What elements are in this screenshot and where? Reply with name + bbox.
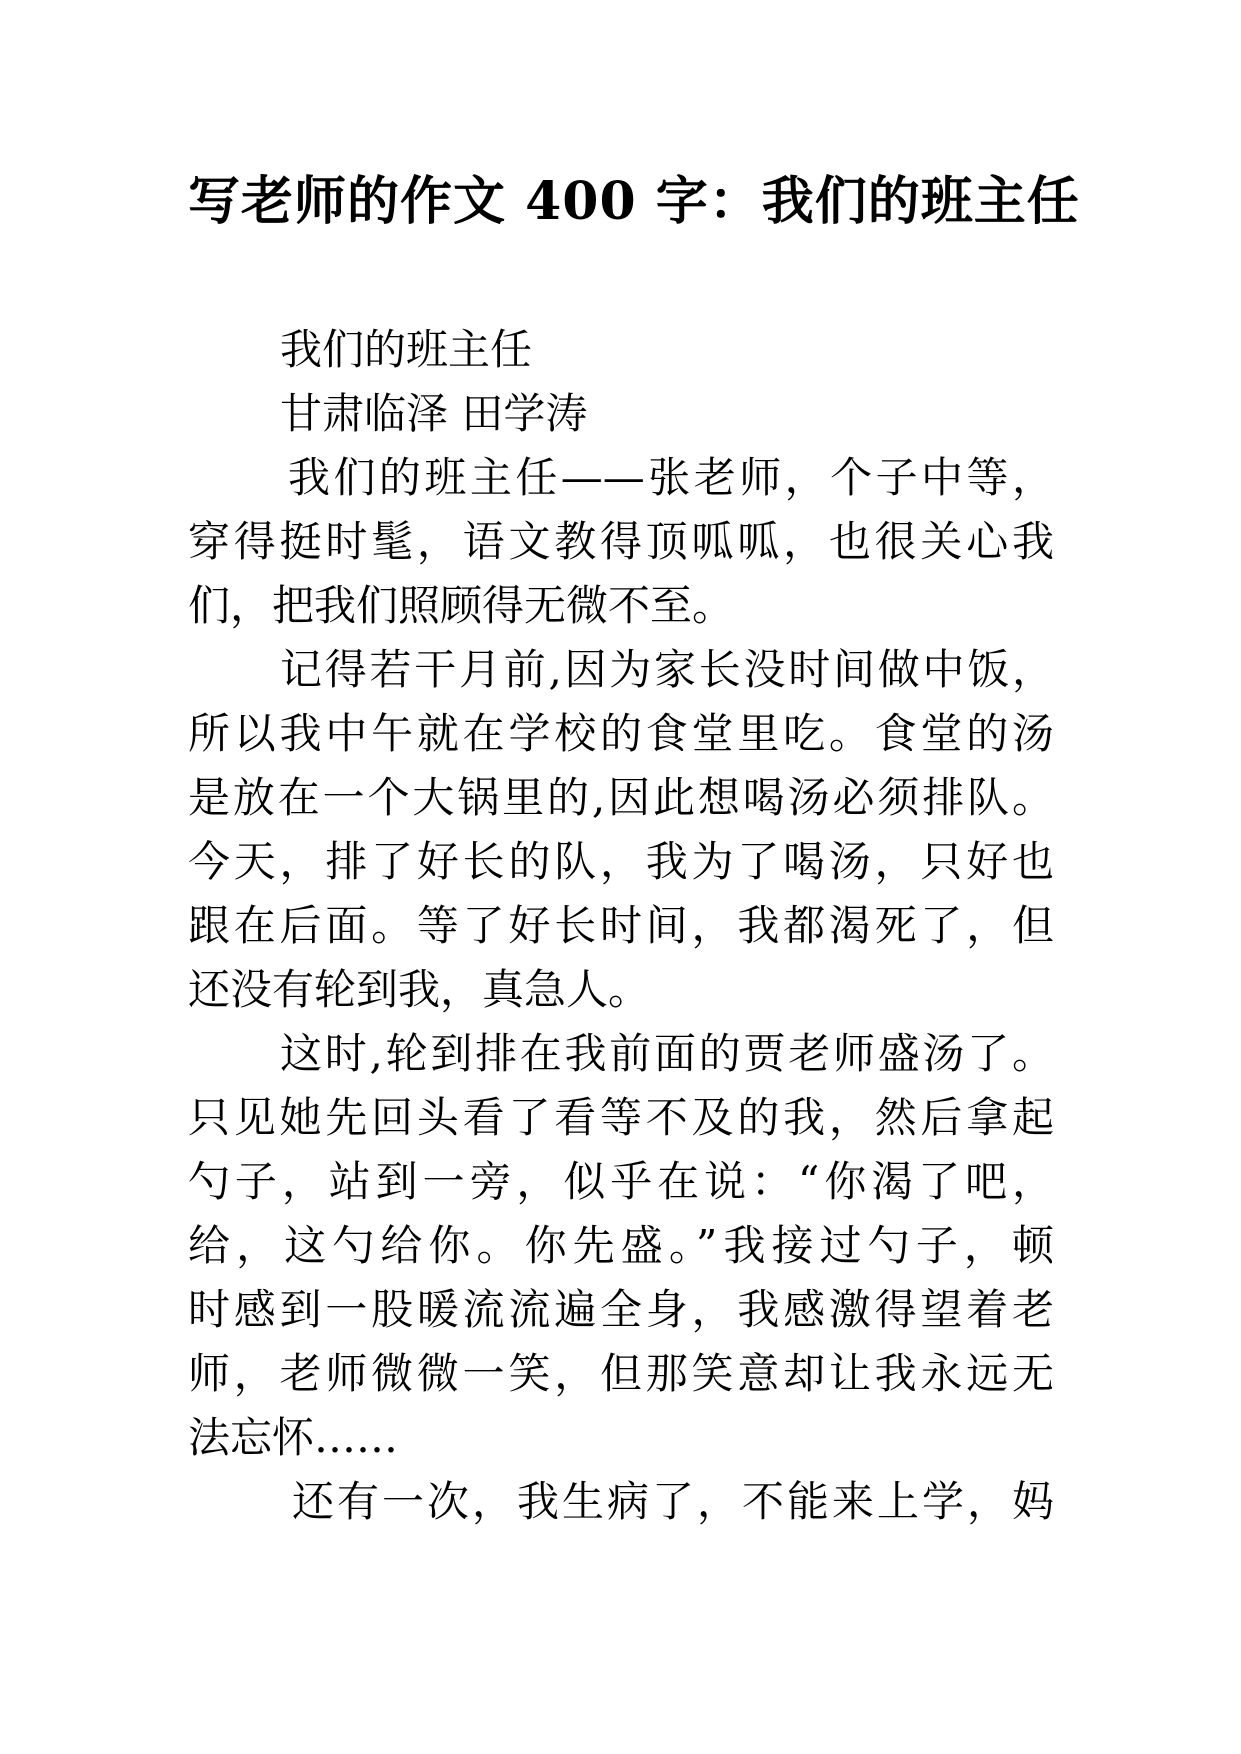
paragraph-line: 还没有轮到我，真急人。: [188, 965, 651, 1014]
paragraph-line: 们，把我们照顾得无微不至。: [188, 581, 735, 630]
paragraph-line: 勺子，站到一旁，似乎在说：“你渴了吧，: [188, 1157, 1054, 1206]
paragraph-line: 时感到一股暖流流遍全身，我感激得望着老: [188, 1285, 1054, 1334]
paragraph-line: 我们的班主任——张老师，个子中等，: [288, 453, 1054, 502]
paragraph-line: 这时,轮到排在我前面的贾老师盛汤了。: [280, 1029, 1054, 1078]
paragraph-line: 是放在一个大锅里的,因此想喝汤必须排队。: [188, 773, 1054, 822]
paragraph-line: 今天，排了好长的队，我为了喝汤，只好也: [188, 837, 1054, 886]
paragraph-line: 法忘怀……: [188, 1413, 399, 1462]
paragraph-line: 穿得挺时髦，语文教得顶呱呱，也很关心我: [188, 517, 1054, 566]
paragraph-line: 记得若干月前,因为家长没时间做中饭，: [280, 645, 1054, 694]
essay-heading: 我们的班主任: [280, 325, 533, 374]
author-line: 甘肃临泽 田学涛: [280, 389, 588, 438]
paragraph-line: 所以我中午就在学校的食堂里吃。食堂的汤: [188, 709, 1054, 758]
paragraph-line: 跟在后面。等了好长时间，我都渴死了，但: [188, 901, 1054, 950]
paragraph-line: 只见她先回头看了看等不及的我，然后拿起: [188, 1093, 1054, 1142]
paragraph-line: 还有一次，我生病了，不能来上学，妈: [292, 1477, 1054, 1526]
document-title: 写老师的作文 400 字：我们的班主任: [188, 171, 1080, 232]
paragraph-line: 师，老师微微一笑，但那笑意却让我永远无: [188, 1349, 1054, 1398]
paragraph-line: 给，这勺给你。你先盛。”我接过勺子，顿: [188, 1221, 1054, 1270]
essay-body: [188, 318, 1054, 1534]
